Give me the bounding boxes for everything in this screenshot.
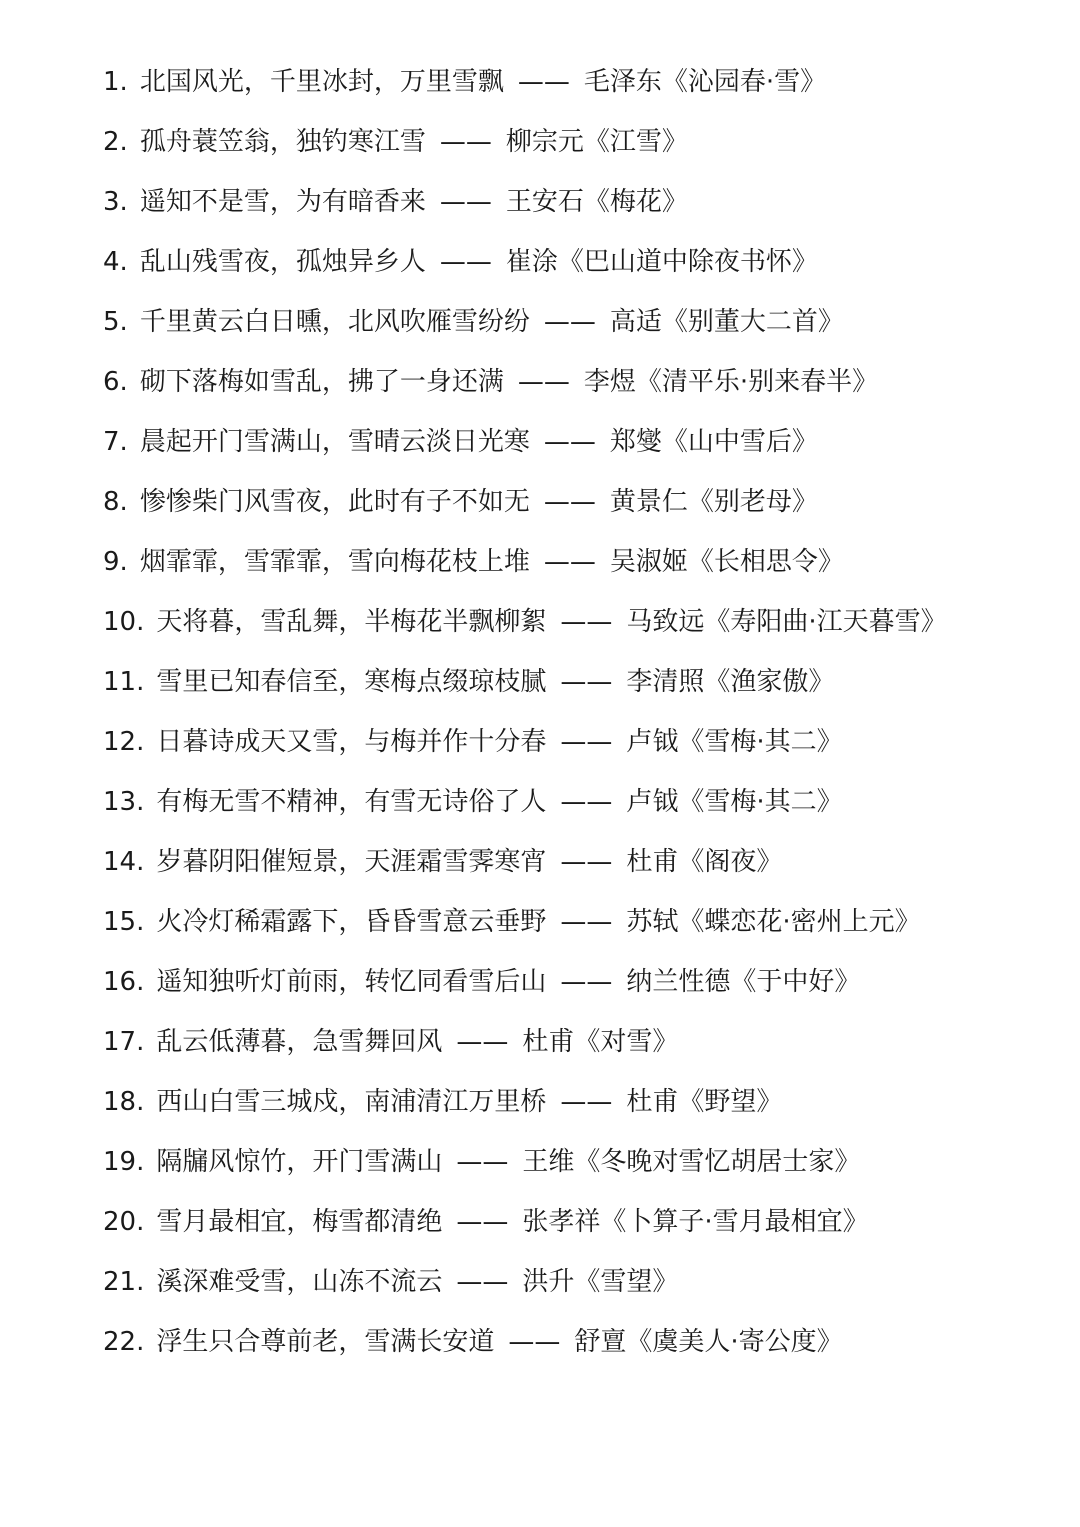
source: 李煜《清平乐·别来春半》 [583, 367, 879, 397]
verse: 火冷灯稀霜露下，昏昏雪意云垂野 [156, 907, 547, 937]
verse: 雪里已知春信至，寒梅点缀琼枝腻 [156, 667, 547, 697]
dash: —— [560, 607, 613, 637]
item-number: 3. [103, 187, 128, 217]
dash: —— [543, 427, 596, 457]
source: 黄景仁《别老母》 [609, 487, 818, 517]
item-number: 10. [103, 607, 145, 637]
item-number: 2. [103, 127, 128, 157]
source: 纳兰性德《于中好》 [626, 967, 861, 997]
item-number: 1. [103, 67, 128, 97]
dash: —— [560, 787, 613, 817]
item-number: 4. [103, 247, 128, 277]
verse: 惨惨柴门风雪夜，此时有子不如无 [139, 487, 530, 517]
dash: —— [560, 727, 613, 757]
verse: 遥知不是雪，为有暗香来 [139, 187, 426, 217]
item-number: 14. [103, 847, 145, 877]
source: 柳宗元《江雪》 [505, 127, 688, 157]
verse: 乱云低薄暮，急雪舞回风 [156, 1027, 443, 1057]
list-item [103, 1012, 1023, 1072]
source: 吴淑姬《长相思令》 [609, 547, 844, 577]
source: 洪升《雪望》 [522, 1267, 679, 1297]
source: 卢钺《雪梅·其二》 [626, 727, 843, 757]
source: 舒亶《虞美人·寄公度》 [574, 1327, 843, 1357]
list-item [103, 472, 1023, 532]
source: 高适《别董大二首》 [609, 307, 844, 337]
item-number: 19. [103, 1147, 145, 1177]
dash: —— [439, 187, 492, 217]
list-item [103, 412, 1023, 472]
verse: 砌下落梅如雪乱，拂了一身还满 [139, 367, 504, 397]
verse: 北国风光，千里冰封，万里雪飘 [139, 67, 504, 97]
dash: —— [517, 67, 570, 97]
list-item [103, 352, 1023, 412]
list-item [103, 1312, 1023, 1372]
verse: 溪深难受雪，山冻不流云 [156, 1267, 443, 1297]
dash: —— [543, 487, 596, 517]
list-item [103, 1192, 1023, 1252]
list-item [103, 172, 1023, 232]
item-number: 6. [103, 367, 128, 397]
verse: 千里黄云白日曛，北风吹雁雪纷纷 [139, 307, 530, 337]
item-number: 13. [103, 787, 145, 817]
item-number: 21. [103, 1267, 145, 1297]
list-item [103, 112, 1023, 172]
source: 苏轼《蝶恋花·密州上元》 [626, 907, 921, 937]
item-number: 9. [103, 547, 128, 577]
source: 王维《冬晚对雪忆胡居士家》 [522, 1147, 861, 1177]
dash: —— [456, 1267, 509, 1297]
verse: 烟霏霏，雪霏霏，雪向梅花枝上堆 [139, 547, 530, 577]
verse: 浮生只合尊前老，雪满长安道 [156, 1327, 495, 1357]
dash: —— [560, 667, 613, 697]
list-item [103, 1252, 1023, 1312]
dash: —— [560, 847, 613, 877]
dash: —— [560, 967, 613, 997]
source: 张孝祥《卜算子·雪月最相宜》 [522, 1207, 869, 1237]
source: 王安石《梅花》 [505, 187, 688, 217]
item-number: 8. [103, 487, 128, 517]
list-item [103, 1072, 1023, 1132]
verse: 孤舟蓑笠翁，独钓寒江雪 [139, 127, 426, 157]
item-number: 18. [103, 1087, 145, 1117]
source: 杜甫《对雪》 [522, 1027, 679, 1057]
verse: 隔牖风惊竹，开门雪满山 [156, 1147, 443, 1177]
list-item [103, 832, 1023, 892]
dash: —— [543, 547, 596, 577]
dash: —— [560, 907, 613, 937]
list-item [103, 772, 1023, 832]
verse: 乱山残雪夜，孤烛异乡人 [139, 247, 426, 277]
dash: —— [439, 127, 492, 157]
list-item [103, 232, 1023, 292]
item-number: 20. [103, 1207, 145, 1237]
dash: —— [456, 1147, 509, 1177]
source: 杜甫《阁夜》 [626, 847, 783, 877]
verse: 日暮诗成天又雪，与梅并作十分春 [156, 727, 547, 757]
list-item [103, 892, 1023, 952]
item-number: 22. [103, 1327, 145, 1357]
dash: —— [543, 307, 596, 337]
source: 卢钺《雪梅·其二》 [626, 787, 843, 817]
verse: 晨起开门雪满山，雪晴云淡日光寒 [139, 427, 530, 457]
verse: 有梅无雪不精神，有雪无诗俗了人 [156, 787, 547, 817]
source: 崔涂《巴山道中除夜书怀》 [505, 247, 818, 277]
list-item [103, 652, 1023, 712]
dash: —— [517, 367, 570, 397]
verse: 雪月最相宜，梅雪都清绝 [156, 1207, 443, 1237]
verse: 西山白雪三城戍，南浦清江万里桥 [156, 1087, 547, 1117]
dash: —— [508, 1327, 561, 1357]
source: 郑燮《山中雪后》 [609, 427, 818, 457]
verse: 遥知独听灯前雨，转忆同看雪后山 [156, 967, 547, 997]
list-item [103, 592, 1023, 652]
item-number: 12. [103, 727, 145, 757]
list-item [103, 532, 1023, 592]
poem-list [103, 52, 1023, 1372]
source: 毛泽东《沁园春·雪》 [583, 67, 827, 97]
item-number: 16. [103, 967, 145, 997]
dash: —— [456, 1027, 509, 1057]
source: 李清照《渔家傲》 [626, 667, 835, 697]
verse: 岁暮阴阳催短景，天涯霜雪霁寒宵 [156, 847, 547, 877]
dash: —— [560, 1087, 613, 1117]
source: 杜甫《野望》 [626, 1087, 783, 1117]
item-number: 17. [103, 1027, 145, 1057]
list-item [103, 712, 1023, 772]
dash: —— [439, 247, 492, 277]
item-number: 5. [103, 307, 128, 337]
source: 马致远《寿阳曲·江天暮雪》 [626, 607, 947, 637]
item-number: 7. [103, 427, 128, 457]
list-item [103, 1132, 1023, 1192]
verse: 天将暮，雪乱舞，半梅花半飘柳絮 [156, 607, 547, 637]
dash: —— [456, 1207, 509, 1237]
item-number: 11. [103, 667, 145, 697]
list-item [103, 952, 1023, 1012]
list-item [103, 292, 1023, 352]
list-item [103, 52, 1023, 112]
item-number: 15. [103, 907, 145, 937]
